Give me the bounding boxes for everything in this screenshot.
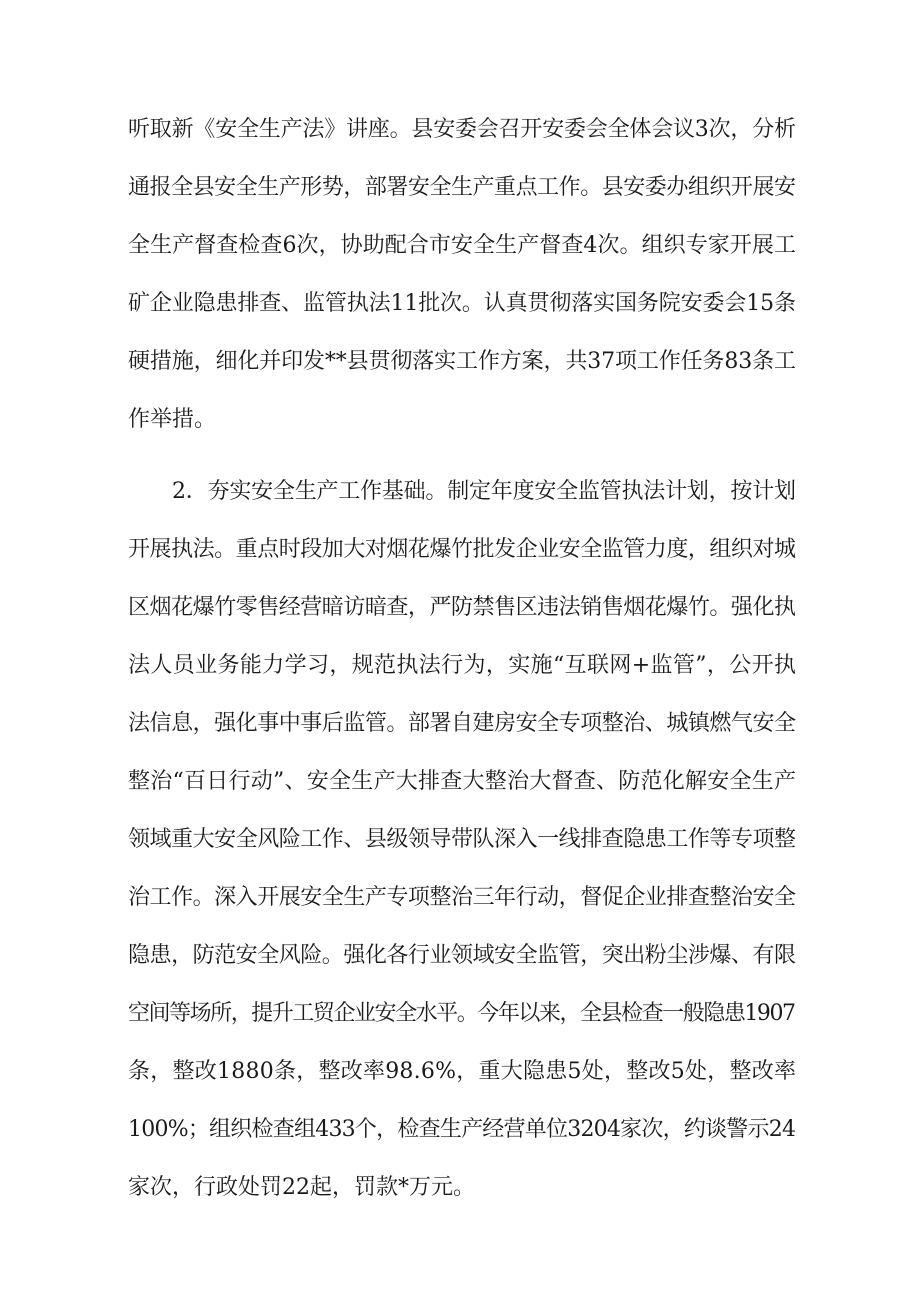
text-line [0, 655, 920, 713]
text-line [0, 1119, 920, 1177]
text-line [0, 597, 920, 655]
line-text: 领域重大安全风险工作、县级领导带队深入一线排查隐患工作等专项整 [128, 827, 796, 852]
line-text: 整治“百日行动”、安全生产大排查大整治大督查、防范化解安全生产 [128, 769, 797, 794]
text-line [0, 409, 920, 467]
line-text: 2．夯实安全生产工作基础。制定年度安全监管执法计划，按计划 [172, 479, 796, 504]
text-line [0, 539, 920, 597]
line-text: 法信息，强化事中事后监管。部署自建房安全专项整治、城镇燃气安全 [128, 711, 796, 736]
text-line [0, 481, 920, 539]
line-text: 条，整改1880条，整改率98.6%，重大隐患5处，整改5处，整改率 [128, 1059, 797, 1084]
text-line [0, 1003, 920, 1061]
line-text: 隐患，防范安全风险。强化各行业领域安全监管，突出粉尘涉爆、有限 [128, 943, 796, 968]
line-text: 听取新《安全生产法》讲座。县安委会召开安委会全体会议3次，分析 [128, 117, 796, 142]
text-line [0, 887, 920, 945]
line-text: 区烟花爆竹零售经营暗访暗查，严防禁售区违法销售烟花爆竹。强化执 [128, 595, 796, 620]
line-text: 100%；组织检查组433个，检查生产经营单位3204家次，约谈警示24 [128, 1117, 796, 1142]
line-text: 开展执法。重点时段加大对烟花爆竹批发企业安全监管力度，组织对城 [128, 537, 796, 562]
line-text: 作举措。 [128, 407, 217, 432]
text-line [0, 119, 920, 177]
text-line [0, 351, 920, 409]
line-text: 矿企业隐患排查、监管执法11批次。认真贯彻落实国务院安委会15条 [128, 291, 796, 316]
text-line [0, 771, 920, 829]
line-text: 空间等场所，提升工贸企业安全水平。今年以来，全县检查一般隐患1907 [128, 1001, 795, 1026]
line-text: 家次，行政处罚22起，罚款*万元。 [128, 1175, 475, 1200]
text-line [0, 945, 920, 1003]
text-line [0, 235, 920, 293]
text-line [0, 1177, 920, 1235]
text-line [0, 829, 920, 887]
line-text: 法人员业务能力学习，规范执法行为，实施“互联网+监管”，公开执 [128, 653, 797, 678]
text-line [0, 293, 920, 351]
line-text: 硬措施，细化并印发**县贯彻落实工作方案，共37项工作任务83条工 [128, 349, 796, 374]
text-line [0, 177, 920, 235]
line-text: 全生产督查检查6次，协助配合市安全生产督查4次。组织专家开展工 [128, 233, 797, 258]
text-line [0, 713, 920, 771]
line-text: 通报全县安全生产形势，部署安全生产重点工作。县安委办组织开展安 [128, 175, 796, 200]
line-text: 治工作。深入开展安全生产专项整治三年行动，督促企业排查整治安全 [128, 885, 796, 910]
text-line [0, 1061, 920, 1119]
